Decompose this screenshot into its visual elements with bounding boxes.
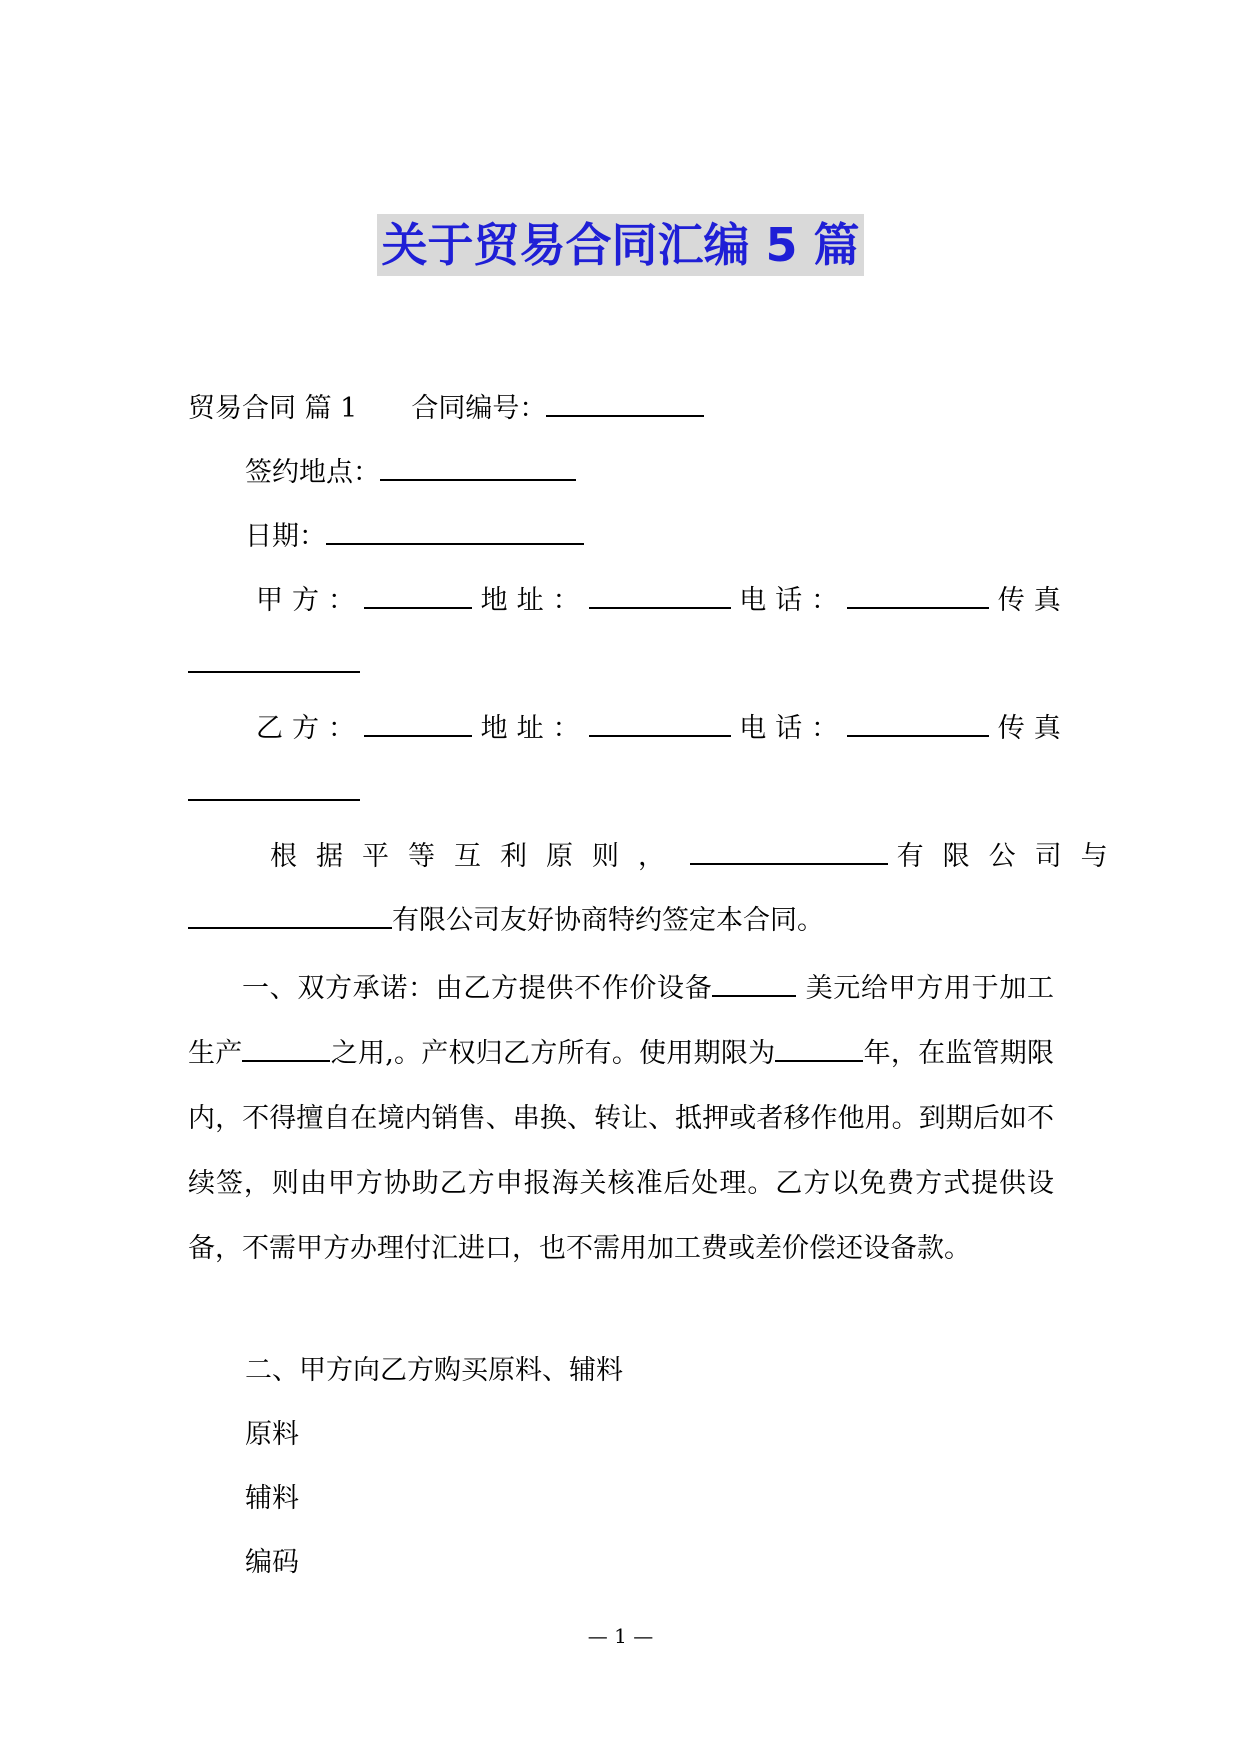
party-a-fax-blank — [188, 644, 360, 673]
equipment-value-blank — [712, 968, 796, 997]
date-line — [245, 516, 584, 555]
intro-part3: 有限公司友好协商特约签定本合同。 — [392, 905, 824, 936]
clause-1 — [188, 956, 1054, 1281]
party-b-address-label: 地址： — [480, 713, 589, 744]
intro-company-b-blank — [188, 900, 392, 929]
contract-no-blank — [546, 388, 704, 417]
item-code: 编码 — [245, 1547, 299, 1578]
party-b-name-blank — [364, 708, 472, 737]
clause1-part1: 一、双方承诺：由乙方提供不作价设备 — [242, 973, 713, 1004]
clause-2-heading: 二、甲方向乙方购买原料、辅料 — [245, 1355, 623, 1386]
intro-part1: 根据平等互利原则， — [270, 841, 684, 872]
party-a-address-label: 地址： — [480, 585, 589, 616]
party-a-phone-blank — [847, 580, 989, 609]
clause1-part4: 年，在监管期限内，不得擅自在境内销售、串换、转让、抵押或者移作他用。到期后如不续签，则由甲方协助乙方申报海关核准后处理。乙方以免费方式提供设备，不需甲方办理付汇进口，也不需用加工费或差价偿还设备款。 — [188, 1038, 1055, 1264]
product-blank — [242, 1033, 330, 1062]
party-a-address-blank — [589, 580, 731, 609]
party-b-fax-blank — [188, 772, 360, 801]
party-b-fax-line — [188, 772, 360, 811]
sign-place-line — [245, 452, 576, 491]
item-auxiliary-material: 辅料 — [245, 1483, 299, 1514]
sign-place-label: 签约地点： — [245, 457, 380, 488]
header-line — [188, 388, 704, 427]
intro-line-1 — [270, 836, 1127, 875]
intro-company-a-blank — [690, 836, 888, 865]
clause1-part2: 美元给甲方用于加工生产 — [188, 973, 1054, 1069]
party-a-fax-line — [188, 644, 360, 683]
party-b-address-blank — [589, 708, 731, 737]
title-container — [0, 214, 1241, 276]
intro-part2: 有限公司与 — [896, 841, 1127, 872]
contract-no-label: 合同编号： — [411, 393, 547, 424]
document-title: 关于贸易合同汇编 5 篇 — [377, 214, 863, 276]
clause1-part3: 之用,。产权归乙方所有。使用期限为 — [330, 1038, 776, 1069]
party-a-line — [256, 580, 1070, 619]
date-blank — [326, 516, 584, 545]
date-label: 日期： — [245, 521, 326, 552]
party-b-line — [256, 708, 1070, 747]
party-a-fax-label: 传真 — [997, 585, 1070, 616]
term-years-blank — [775, 1033, 863, 1062]
sign-place-blank — [380, 452, 576, 481]
party-a-label: 甲方： — [256, 585, 364, 616]
party-a-phone-label: 电话： — [739, 585, 848, 616]
party-b-fax-label: 传真 — [997, 713, 1070, 744]
intro-line-2 — [188, 900, 824, 939]
page-number: — 1 — — [587, 1624, 654, 1648]
item-raw-material: 原料 — [245, 1419, 299, 1450]
party-b-phone-blank — [847, 708, 989, 737]
party-b-label: 乙方： — [256, 713, 364, 744]
party-b-phone-label: 电话： — [739, 713, 848, 744]
party-a-name-blank — [364, 580, 472, 609]
section-label: 贸易合同 篇 1 — [188, 393, 358, 424]
